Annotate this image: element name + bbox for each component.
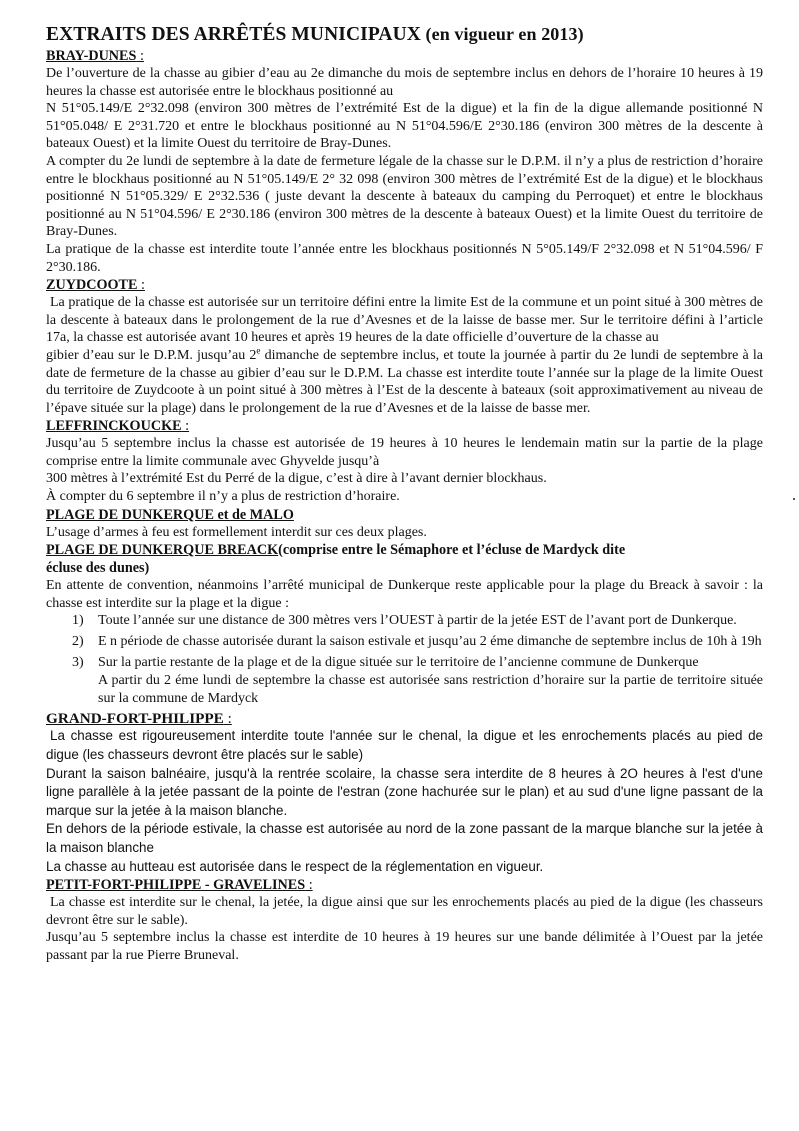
title-main: EXTRAITS DES ARRÊTÉS MUNICIPAUX <box>46 24 421 45</box>
heading-line2: écluse des dunes) <box>46 560 150 577</box>
heading-dunkerque-malo: PLAGE DE DUNKERQUE et de MALO <box>46 506 294 523</box>
heading-text: PETIT-FORT-PHILIPPE - GRAVELINES <box>46 877 306 894</box>
zuydcoote-paragraph-1: La pratique de la chasse est autorisée sur un territoire défini entre la limite Est de la commune et un point situé à 300 mètres de la descente à bateaux dans le prolongement de la rue d’Avesnes et de la laisse de basse mer. Sur le territoire défini à l’article 17a, la chasse est autorisée avant 10 heures et après 19 heures de la date officielle d’ouverture de la chasse au <box>46 295 763 346</box>
zuyd-p2-start: gibier d’eau sur le D.P.M. jusqu’au 2 <box>46 347 257 363</box>
heading-text: GRAND-FORT-PHILIPPE <box>46 710 224 728</box>
list-item <box>72 654 763 707</box>
dunkerque-paragraph-1: L’usage d’armes à feu est formellement interdit sur ces deux plages. <box>46 524 427 540</box>
heading-text: PLAGE DE DUNKERQUE BREACK <box>46 542 279 559</box>
zuyd-p2-sup: e <box>256 345 261 356</box>
gfp-paragraph-4: La chasse au hutteau est autorisée dans le respect de la réglementation en vigueur. <box>46 858 544 874</box>
list-number: 1) <box>72 613 84 629</box>
title-sub: (en vigueur en 2013) <box>420 24 584 44</box>
heading-tail: : <box>305 877 313 894</box>
heading-grand-fort-philippe <box>46 710 763 727</box>
heading-petit-fort-philippe <box>46 877 763 894</box>
list-number: 3) <box>72 655 84 671</box>
leff-paragraph-1: Jusqu’au 5 septembre inclus la chasse est autorisée de 19 heures à 10 heures le lendemain matin sur la partie de la plage comprise entre la limite communale avec Ghyvelde jusqu’à <box>46 436 763 469</box>
list-item <box>72 633 763 651</box>
list-text: Sur la partie restante de la plage et de la digue située sur le territoire de l’ancienne commune de Dunkerque <box>98 655 699 671</box>
heading-text: LEFFRINCKOUCKE <box>46 418 182 435</box>
pfp-paragraph-1: La chasse est interdite sur le chenal, la jetée, la digue ainsi que sur les enrochements placés au pied de la digue (les chasseurs devront être sur le sable). <box>46 895 763 928</box>
breack-list <box>46 612 763 707</box>
list-item <box>72 612 763 630</box>
heading-text: ZUYDCOOTE <box>46 277 138 294</box>
breack-paragraph-1: En attente de convention, néanmoins l’arrêté municipal de Dunkerque reste applicable pour la plage du Breack à savoir : la chasse est interdite sur la plage et la digue : <box>46 578 763 611</box>
heading-rest: (comprise entre le Sémaphore et l’écluse de Mardyck dite <box>278 542 626 559</box>
bray-paragraph-1: De l’ouverture de la chasse au gibier d’eau au 2e dimanche du mois de septembre inclus en dehors de l’horaire 10 heures à 19 heures la chasse est autorisée entre le blockhaus positionné au <box>46 66 763 99</box>
gfp-paragraph-2: Durant la saison balnéaire, jusqu'à la rentrée scolaire, la chasse sera interdite de 8 heures à 2O heures à l'est d'une ligne parallèle à la jetée passant de la pointe de l'estran (zone hachurée sur le plan) et au sud d'une ligne passant de la marque sur la jetée à la maison blanche. <box>46 765 763 818</box>
list-number: 2) <box>72 634 84 650</box>
gfp-paragraph-1: La chasse est rigoureusement interdite toute l'année sur le chenal, la digue et les enrochements placés au pied de digue (les chasseurs devront être placés sur le sable) <box>46 728 763 763</box>
gfp-paragraph-3: En dehors de la période estivale, la chasse est autorisée au nord de la zone passant de la marque blanche sur la jetée à la maison blanche <box>46 821 763 855</box>
bray-paragraph-1b: N 51°05.149/E 2°32.098 (environ 300 mètres de l’extrémité Est de la digue) et la fin de la digue allemande positionné N 51°05.048/ E 2°31.720 et entre le blockhaus positionné au N 51°04.596/E 2°30.186 (environ 300 mètres de la descente à bateaux Ouest) et la limite Ouest du territoire de Bray-Dunes. <box>46 101 763 152</box>
bray-paragraph-2: A compter du 2e lundi de septembre à la date de fermeture légale de la chasse sur le D.P.M. il n’y a plus de restriction d’horaire entre le blockhaus positionné au N 51°05.149/E 2° 32 098 (environ 300 mètres de l’extrémité Est de la digue) et le blockhaus positionné N 51°05.329/ E 2°32.536 ( juste devant la descente à bateaux du camping du Perroquet) et entre le blockhaus positionné au N 51°04.596/ E 2°30.186 (environ 300 mètres de la descente à bateaux Ouest) et la limite Ouest du territoire de Bray-Dunes. <box>46 153 763 240</box>
document-title <box>46 22 763 47</box>
scan-speck <box>793 498 795 500</box>
heading-tail: : <box>137 277 145 294</box>
bray-paragraph-3: La pratique de la chasse est interdite toute l’année entre les blockhaus positionnés N 5°05.149/F 2°32.098 et N 51°04.596/ F 2°30.186. <box>46 241 763 275</box>
heading-bray-dunes <box>46 48 763 65</box>
leff-paragraph-2: 300 mètres à l’extrémité Est du Perré de la digue, c’est à dire à l’avant dernier blockhaus. <box>46 471 547 487</box>
zuydcoote-paragraph-2 <box>46 347 763 417</box>
zuyd-p2-end: dimanche de septembre inclus, et toute la journée à partir du 2e lundi de septembre à la date de fermeture de la chasse au gibier d’eau sur le D.P.M. La chasse est interdite toute l’année sur la plage de la limite Ouest du territoire de Zuydcoote à un point situé à 300 mètres à l’Est de la descente à bateaux (soit approximativement au niveau de l’épave située sur la plage) dans le prolongement de la rue d’Avesnes et de la laisse de basse mer. <box>46 347 763 416</box>
heading-breack <box>46 541 763 577</box>
list-text: Toute l’année sur une distance de 300 mètres vers l’OUEST à partir de la jetée EST de l’avant port de Dunkerque. <box>98 613 737 629</box>
leff-paragraph-3: À compter du 6 septembre il n’y a plus de restriction d’horaire. <box>46 489 400 505</box>
heading-tail: : <box>181 418 190 435</box>
heading-tail: : <box>136 48 144 64</box>
heading-tail: : <box>223 710 232 728</box>
heading-zuydcoote <box>46 277 763 294</box>
heading-text: BRAY-DUNES <box>46 48 137 64</box>
heading-leffrinckoucke <box>46 418 763 435</box>
pfp-paragraph-2: Jusqu’au 5 septembre inclus la chasse est interdite de 10 heures à 19 heures sur une bande délimitée à l’Ouest par la jetée passant par la rue Pierre Bruneval. <box>46 930 763 963</box>
list-text-extra: A partir du 2 éme lundi de septembre la chasse est autorisée sans restriction d’horaire sur la partie de territoire située sur la commune de Mardyck <box>98 672 763 706</box>
list-text: E n période de chasse autorisée durant la saison estivale et jusqu’au 2 éme dimanche de septembre inclus de 10h à 19h <box>98 634 762 650</box>
